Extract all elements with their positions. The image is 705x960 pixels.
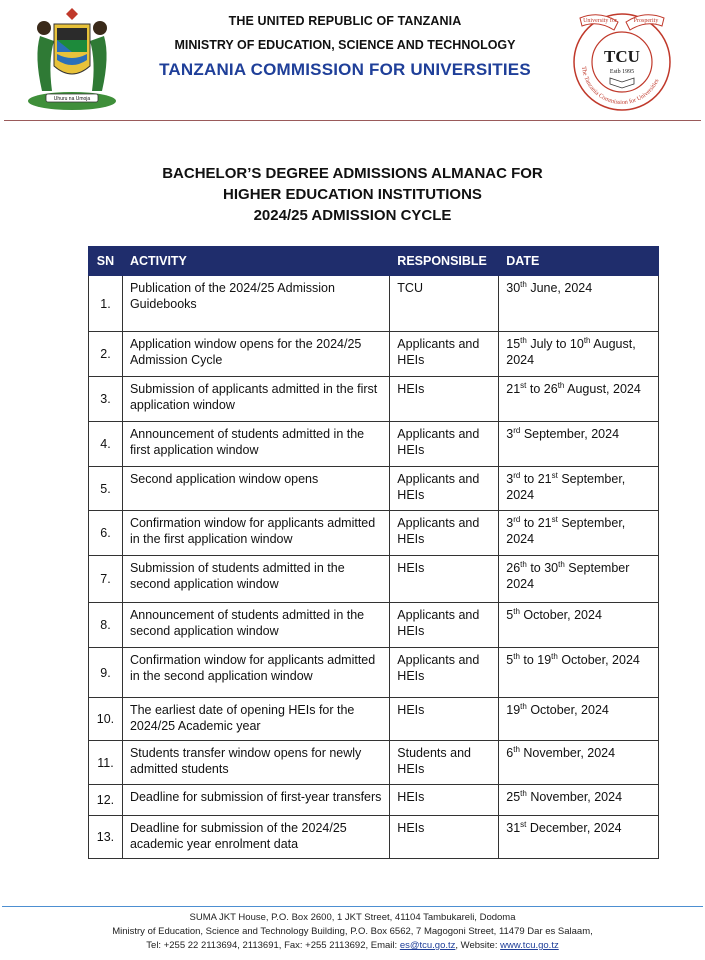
row-date: 19th October, 2024 [499,698,659,741]
row-sn: 5. [89,467,123,511]
footer-address-2: Ministry of Education, Science and Technology Building, P.O. Box 6562, 7 Magogoni Street, 11479 Dar es Salaam, [112,926,593,937]
row-activity: Announcement of students admitted in the second application window [122,603,389,648]
row-activity: Deadline for submission of the 2024/25 academic year enrolment data [122,816,389,859]
row-responsible: Applicants and HEIs [390,648,499,698]
row-date: 25th November, 2024 [499,785,659,816]
row-sn: 13. [89,816,123,859]
table-row [89,698,659,741]
tcu-established: Estb 1995 [609,69,635,75]
row-responsible: HEIs [390,377,499,422]
row-sn: 1. [89,276,123,332]
header-sn: SN [89,247,123,276]
row-activity: Publication of the 2024/25 Admission Guidebooks [122,276,389,332]
row-sn: 9. [89,648,123,698]
table-body [89,276,659,859]
footer-website-label: , Website: [455,940,501,951]
row-sn: 8. [89,603,123,648]
email-link[interactable]: es@tcu.go.tz [399,940,456,951]
document-title [0,163,705,226]
tcu-abbr: TCU [604,47,640,66]
title-line-2: HIGHER EDUCATION INSTITUTIONS [223,186,482,203]
table-row [89,422,659,467]
row-sn: 3. [89,377,123,422]
coat-of-arms-motto: Uhuru na Umoja [53,96,91,102]
row-responsible: Applicants and HEIs [390,332,499,377]
admissions-almanac-table [88,246,659,859]
letterhead [0,0,705,120]
header-divider [4,120,701,121]
table-row [89,467,659,511]
footer-address-1: SUMA JKT House, P.O. Box 2600, 1 JKT Street, 41104 Tambukareli, Dodoma [189,912,516,923]
commission-name: TANZANIA COMMISSION FOR UNIVERSITIES [159,60,531,79]
country-name: THE UNITED REPUBLIC OF TANZANIA [228,14,462,28]
table-header-row [89,247,659,276]
row-activity: Submission of applicants admitted in the first application window [122,377,389,422]
row-activity: Confirmation window for applicants admitted in the second application window [122,648,389,698]
table-row [89,276,659,332]
footer-contacts [0,939,705,953]
table-row [89,556,659,603]
row-responsible: Applicants and HEIs [390,422,499,467]
row-sn: 4. [89,422,123,467]
row-activity: Announcement of students admitted in the first application window [122,422,389,467]
row-date: 6th November, 2024 [499,741,659,785]
row-sn: 7. [89,556,123,603]
footer-divider [2,906,703,907]
row-activity: Submission of students admitted in the second application window [122,556,389,603]
row-responsible: Applicants and HEIs [390,511,499,556]
tcu-ring-text: The Tanzania Commission for Universities [580,65,661,107]
title-line-3: 2024/25 ADMISSION CYCLE [253,207,452,224]
row-date: 26th to 30th September 2024 [499,556,659,603]
row-date: 15th July to 10th August, 2024 [499,332,659,377]
website-link[interactable]: www.tcu.go.tz [500,940,559,951]
row-activity: Second application window opens [122,467,389,511]
row-sn: 2. [89,332,123,377]
row-date: 3rd September, 2024 [499,422,659,467]
tcu-ribbon-right: Prosperity [633,18,659,24]
tcu-ribbon-left: University for [583,18,617,24]
table-row [89,648,659,698]
row-responsible: HEIs [390,698,499,741]
table-row [89,603,659,648]
row-activity: Deadline for submission of first-year transfers [122,785,389,816]
row-activity: Students transfer window opens for newly admitted students [122,741,389,785]
row-responsible: Students and HEIs [390,741,499,785]
table-row [89,377,659,422]
title-line-1: BACHELOR’S DEGREE ADMISSIONS ALMANAC FOR [162,165,543,182]
ministry-name: MINISTRY OF EDUCATION, SCIENCE AND TECHNOLOGY [174,38,516,52]
row-date: 30th June, 2024 [499,276,659,332]
row-date: 21st to 26th August, 2024 [499,377,659,422]
row-responsible: Applicants and HEIs [390,603,499,648]
header-responsible: RESPONSIBLE [390,247,499,276]
row-activity: The earliest date of opening HEIs for the 2024/25 Academic year [122,698,389,741]
row-responsible: TCU [390,276,499,332]
row-responsible: HEIs [390,816,499,859]
row-sn: 11. [89,741,123,785]
row-responsible: HEIs [390,556,499,603]
row-sn: 6. [89,511,123,556]
row-sn: 12. [89,785,123,816]
coat-of-arms-logo [22,6,122,116]
row-date: 5th to 19th October, 2024 [499,648,659,698]
row-activity: Confirmation window for applicants admitted in the first application window [122,511,389,556]
row-responsible: HEIs [390,785,499,816]
footer [0,911,705,953]
table-row [89,741,659,785]
table-row [89,332,659,377]
header-activity: ACTIVITY [122,247,389,276]
table-row [89,816,659,859]
row-date: 31st December, 2024 [499,816,659,859]
row-sn: 10. [89,698,123,741]
header-date: DATE [499,247,659,276]
row-date: 3rd to 21st September, 2024 [499,467,659,511]
tcu-logo [566,4,678,116]
footer-phone: Tel: +255 22 2113694, 2113691, Fax: +255 2113692, Email: [146,940,400,951]
row-activity: Application window opens for the 2024/25 Admission Cycle [122,332,389,377]
row-responsible: Applicants and HEIs [390,467,499,511]
table-row [89,785,659,816]
row-date: 5th October, 2024 [499,603,659,648]
table-row [89,511,659,556]
row-date: 3rd to 21st September, 2024 [499,511,659,556]
